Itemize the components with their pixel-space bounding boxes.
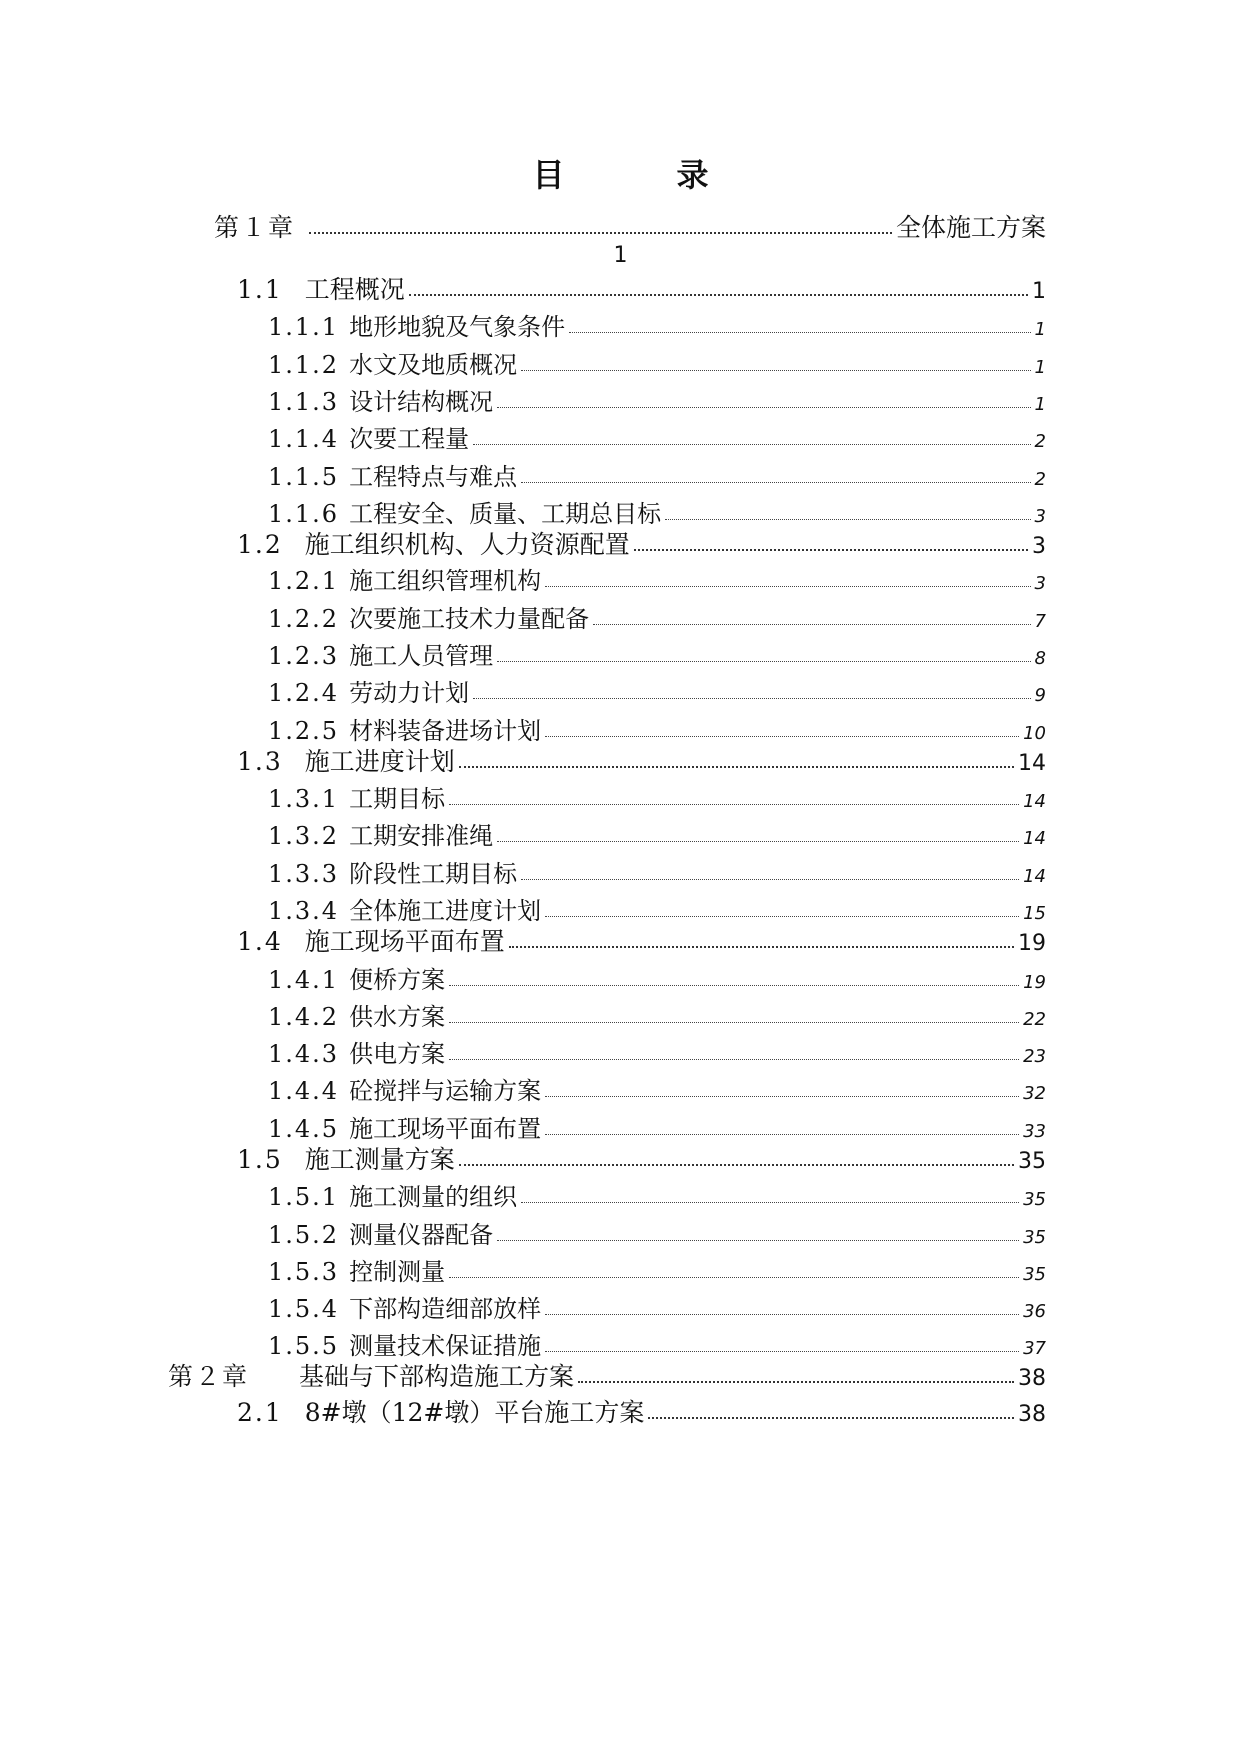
toc-entry-page: 35 — [1023, 1264, 1046, 1285]
toc-entry[interactable] — [268, 997, 1046, 1031]
dot-leader — [578, 1381, 1014, 1383]
toc-entry-page: 7 — [1034, 611, 1046, 632]
dot-leader — [473, 444, 1030, 445]
toc-entry[interactable] — [268, 816, 1046, 850]
dot-leader — [497, 407, 1030, 408]
toc-entry-number: 1.1.5 — [268, 463, 340, 491]
dot-leader — [521, 1202, 1019, 1203]
toc-entry-number: 1.2.4 — [268, 679, 340, 707]
dot-leader — [545, 736, 1019, 737]
toc-entry-number: 1.4.5 — [268, 1115, 340, 1143]
toc-entry-page: 32 — [1023, 1083, 1046, 1104]
toc-entry-label: 供电方案 — [349, 1040, 446, 1068]
toc-entry-page: 19 — [1018, 931, 1046, 956]
toc-entry-page: 35 — [1023, 1227, 1046, 1248]
toc-entry-page: 14 — [1023, 791, 1046, 812]
toc-entry-label: 施工现场平面布置 — [304, 927, 505, 956]
toc-entry-page: 3 — [1032, 534, 1046, 559]
toc-entry-number: 1.1.3 — [268, 388, 340, 416]
toc-entry-number: 1.3.3 — [268, 860, 340, 888]
dot-leader — [545, 1351, 1019, 1352]
dot-leader — [545, 916, 1019, 917]
toc-entry-label: 施工组织管理机构 — [349, 567, 542, 595]
toc-entry-label: 工程特点与难点 — [349, 463, 518, 491]
toc-entry-label: 施工测量的组织 — [349, 1183, 518, 1211]
toc-entry[interactable] — [268, 457, 1046, 491]
dot-leader — [509, 946, 1014, 948]
dot-leader — [409, 294, 1028, 296]
dot-leader — [665, 519, 1030, 520]
toc-entry-label: 测量仪器配备 — [349, 1221, 494, 1249]
toc-entry-page: 1 — [1034, 357, 1046, 378]
toc-entry-page: 8 — [1034, 648, 1046, 669]
toc-entry-label: 基础与下部构造施工方案 — [299, 1362, 575, 1391]
toc-entry[interactable] — [268, 307, 1046, 341]
toc-entry-label: 工期安排准绳 — [349, 822, 494, 850]
dot-leader — [449, 804, 1019, 805]
toc-entry-label: 便桥方案 — [349, 966, 446, 994]
toc-entry-page: 22 — [1023, 1009, 1046, 1030]
dot-leader — [497, 661, 1030, 662]
toc-entry[interactable] — [237, 525, 1046, 559]
toc-entry[interactable] — [237, 922, 1046, 956]
toc-entry-label: 砼搅拌与运输方案 — [349, 1077, 542, 1105]
toc-entry-page: 1 — [1032, 279, 1046, 304]
toc-entry-label: 8#墩（12#墩）平台施工方案 — [304, 1398, 645, 1427]
toc-entry-label: 供水方案 — [349, 1003, 446, 1031]
toc-entry-page: 9 — [1034, 685, 1046, 706]
toc-entry-label: 施工人员管理 — [349, 642, 494, 670]
toc-entry[interactable] — [214, 208, 1046, 242]
dot-leader — [459, 766, 1014, 768]
toc-entry-number: 1.5.4 — [268, 1295, 340, 1323]
toc-entry-label: 测量技术保证措施 — [349, 1332, 542, 1360]
toc-entry[interactable] — [268, 419, 1046, 453]
toc-entry[interactable] — [268, 960, 1046, 994]
toc-entry-page: 14 — [1023, 828, 1046, 849]
toc-entry[interactable] — [168, 1357, 1046, 1391]
dot-leader — [593, 624, 1030, 625]
toc-entry-page: 14 — [1018, 751, 1046, 776]
toc-entry-number: 1.2.3 — [268, 642, 340, 670]
toc-entry-number: 1.3.1 — [268, 785, 340, 813]
toc-entry-number: 1.4.2 — [268, 1003, 340, 1031]
dot-leader — [545, 586, 1030, 587]
toc-entry[interactable] — [268, 1289, 1046, 1323]
toc-entry-label: 全体施工方案 — [895, 213, 1046, 242]
toc-entry-number: 第１章 — [214, 213, 296, 242]
toc-entry[interactable] — [268, 1177, 1046, 1211]
toc-entry-label: 施工现场平面布置 — [349, 1115, 542, 1143]
toc-entry[interactable] — [268, 561, 1046, 595]
toc-entry-number: 1.4.4 — [268, 1077, 340, 1105]
dot-leader — [545, 1134, 1019, 1135]
toc-entry-number: 第２章 — [168, 1362, 250, 1391]
toc-entry-page: 3 — [1034, 573, 1046, 594]
dot-leader — [497, 841, 1019, 842]
toc-entry-page: 38 — [1018, 1366, 1046, 1391]
toc-entry-number: 1.1.4 — [268, 425, 340, 453]
toc-entry-page: 1 — [1034, 394, 1046, 415]
toc-entry-number: 1.4.1 — [268, 966, 340, 994]
toc-entry-page: 38 — [1018, 1402, 1046, 1427]
toc-entry[interactable] — [268, 599, 1046, 633]
toc-entry-page: 36 — [1023, 1301, 1046, 1322]
toc-entry-page: 23 — [1023, 1046, 1046, 1067]
dot-leader — [497, 1240, 1019, 1241]
toc-entry-page: 2 — [1034, 469, 1046, 490]
toc-entry-label: 水文及地质概况 — [349, 351, 518, 379]
toc-entry-number: 1.2.1 — [268, 567, 340, 595]
toc-entry-number: 1.2 — [237, 530, 283, 559]
toc-entry[interactable] — [268, 1252, 1046, 1286]
toc-entry-label: 全体施工进度计划 — [349, 897, 542, 925]
toc-entry-label: 施工进度计划 — [304, 747, 455, 776]
toc-entry-page: 15 — [1023, 903, 1046, 924]
toc-entry-number: 1.4.3 — [268, 1040, 340, 1068]
toc-entry-label: 施工组织机构、人力资源配置 — [304, 530, 630, 559]
dot-leader — [521, 370, 1030, 371]
toc-entry[interactable] — [268, 1215, 1046, 1249]
toc-entry-label: 次要工程量 — [349, 425, 470, 453]
toc-entry[interactable] — [268, 636, 1046, 670]
toc-entry-page: 10 — [1023, 723, 1046, 744]
toc-entry-number: 1.1 — [237, 275, 283, 304]
toc-entry-page: 1 — [1034, 319, 1046, 340]
toc-entry-label: 材料装备进场计划 — [349, 717, 542, 745]
toc-entry-number: 1.5.2 — [268, 1221, 340, 1249]
toc-entry-number: 1.2.2 — [268, 605, 340, 633]
toc-entry[interactable] — [237, 742, 1046, 776]
toc-entry[interactable] — [268, 1034, 1046, 1068]
toc-entry[interactable] — [237, 1140, 1046, 1174]
toc-entry-page: 35 — [1018, 1149, 1046, 1174]
toc-entry[interactable] — [268, 1109, 1046, 1143]
toc-entry-page: 14 — [1023, 866, 1046, 887]
toc-entry-page: 33 — [1023, 1121, 1046, 1142]
dot-leader — [634, 549, 1028, 551]
toc-entry[interactable] — [268, 711, 1046, 745]
toc-entry-page: 2 — [1034, 431, 1046, 452]
toc-entry-page: 37 — [1023, 1338, 1046, 1359]
toc-entry[interactable] — [268, 854, 1046, 888]
toc-entry[interactable] — [268, 382, 1046, 416]
toc-entry-number: 2.1 — [237, 1398, 283, 1427]
dot-leader — [449, 985, 1019, 986]
toc-entry[interactable] — [268, 345, 1046, 379]
toc-entry-label: 次要施工技术力量配备 — [349, 605, 590, 633]
dot-leader — [459, 1164, 1014, 1166]
toc-entry-label: 下部构造细部放样 — [349, 1295, 542, 1323]
toc-entry[interactable] — [268, 1071, 1046, 1105]
toc-entry-number: 1.5.5 — [268, 1332, 340, 1360]
toc-entry-number: 1.2.5 — [268, 717, 340, 745]
toc-entry-number: 1.5.1 — [268, 1183, 340, 1211]
toc-entry-page: 3 — [1034, 506, 1046, 527]
toc-entry-label: 控制测量 — [349, 1258, 446, 1286]
toc-entry[interactable] — [268, 494, 1046, 528]
toc-entry[interactable] — [268, 1326, 1046, 1360]
toc-entry-label: 工程概况 — [304, 275, 405, 304]
toc-entry-number: 1.1.2 — [268, 351, 340, 379]
dot-leader — [648, 1417, 1014, 1419]
toc-entry-number: 1.5.3 — [268, 1258, 340, 1286]
toc-entry[interactable] — [237, 270, 1046, 304]
toc-entry-number: 1.5 — [237, 1145, 283, 1174]
toc-entry-page: 1 — [613, 243, 628, 268]
dot-leader — [545, 1096, 1019, 1097]
dot-leader — [569, 332, 1030, 333]
toc-entry-label: 地形地貌及气象条件 — [349, 313, 566, 341]
toc-entry-number: 1.3.2 — [268, 822, 340, 850]
toc-entry-label: 工期目标 — [349, 785, 446, 813]
toc-entry[interactable] — [237, 1393, 1046, 1427]
dot-leader — [449, 1022, 1019, 1023]
toc-entry-page: 35 — [1023, 1189, 1046, 1210]
toc-entry-number: 1.4 — [237, 927, 283, 956]
dot-leader — [309, 232, 892, 234]
dot-leader — [521, 879, 1019, 880]
dot-leader — [473, 698, 1030, 699]
toc-entry[interactable] — [268, 673, 1046, 707]
toc-entry-number: 1.1.1 — [268, 313, 340, 341]
toc-entry-label: 工程安全、质量、工期总目标 — [349, 500, 662, 528]
toc-entry-number: 1.3.4 — [268, 897, 340, 925]
toc-entry-label: 施工测量方案 — [304, 1145, 455, 1174]
toc-entry-number: 1.1.6 — [268, 500, 340, 528]
toc-entry-number: 1.3 — [237, 747, 283, 776]
dot-leader — [449, 1059, 1019, 1060]
toc-entry-label: 劳动力计划 — [349, 679, 470, 707]
dot-leader — [545, 1314, 1019, 1315]
page-title: 目 录 — [532, 156, 749, 194]
toc-entry[interactable] — [268, 891, 1046, 925]
dot-leader — [521, 482, 1030, 483]
dot-leader — [449, 1277, 1019, 1278]
toc-entry-label: 阶段性工期目标 — [349, 860, 518, 888]
toc-entry[interactable] — [268, 779, 1046, 813]
toc-entry-label: 设计结构概况 — [349, 388, 494, 416]
toc-entry-page: 19 — [1023, 972, 1046, 993]
